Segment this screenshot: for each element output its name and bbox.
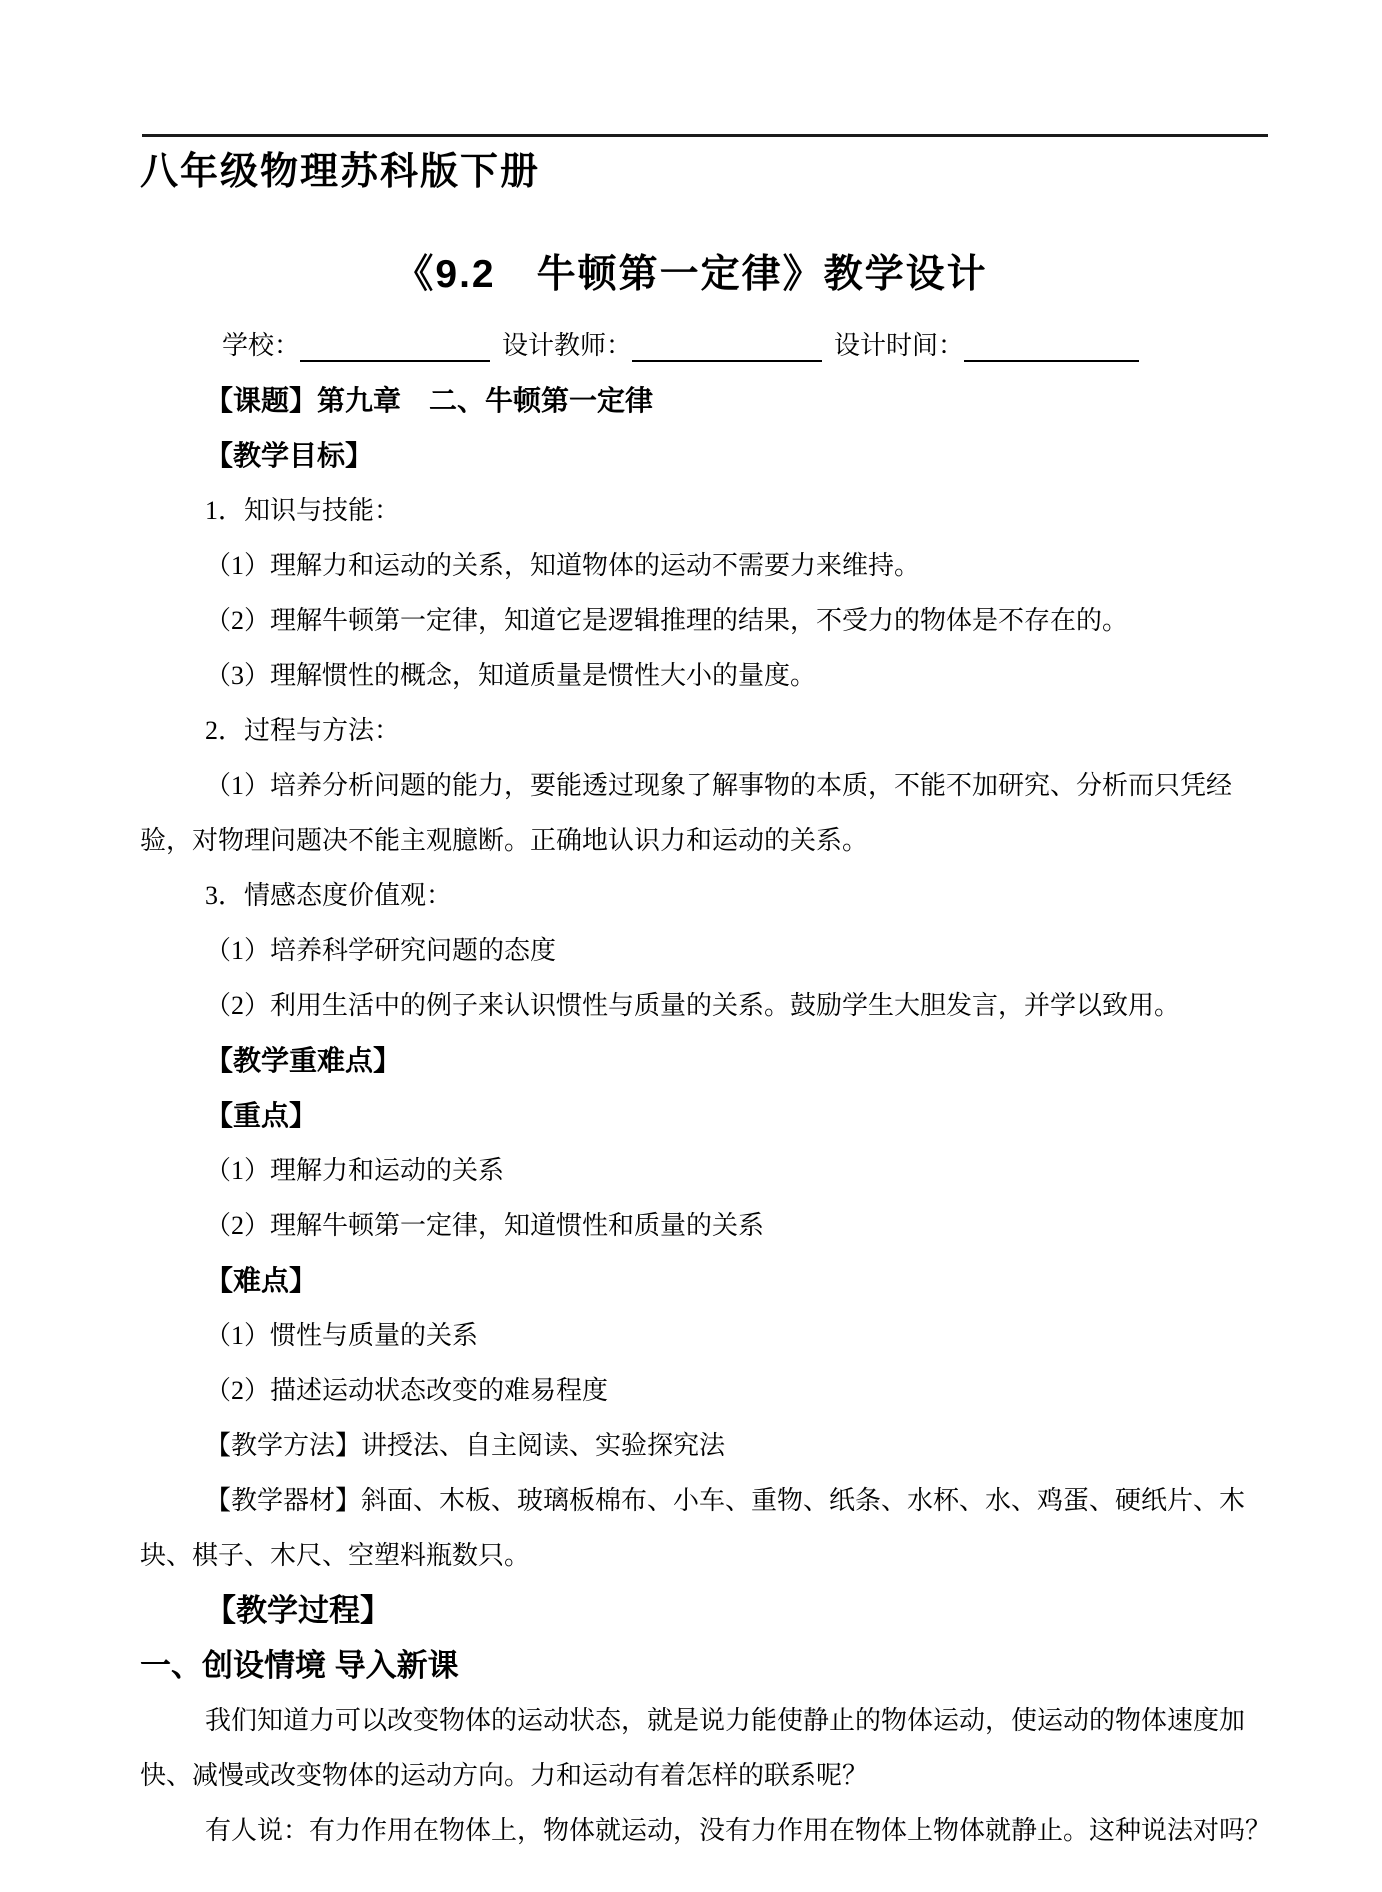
key-difficulty-heading: 【教学重难点】 xyxy=(205,1045,402,1076)
question-paragraph: 有人说：有力作用在物体上，物体就运动，没有力作用在物体上物体就静止。这种说法对吗？ xyxy=(205,1816,1272,1845)
key-item-2: （2）理解牛顿第一定律，知道惯性和质量的关系 xyxy=(205,1211,765,1240)
emotion-values-heading: 3．情感态度价值观： xyxy=(205,881,453,910)
design-time-label: 设计时间： xyxy=(834,331,965,360)
document-body xyxy=(140,318,1272,1858)
process-item-1-line-1: （1）培养分析问题的能力，要能透过现象了解事物的本质，不能不加研究、分析而只凭经 xyxy=(205,771,1233,800)
series-title: 八年级物理苏科版下册 xyxy=(140,151,541,193)
header-rule xyxy=(142,134,1268,137)
intro-paragraph-line-2: 快、减慢或改变物体的运动方向。力和运动有着怎样的联系呢？ xyxy=(140,1761,869,1790)
school-label: 学校： xyxy=(222,331,301,360)
intro-paragraph-line-1: 我们知道力可以改变物体的运动状态，就是说力能使静止的物体运动，使运动的物体速度加 xyxy=(205,1706,1246,1735)
section-one-heading: 一、创设情境 导入新课 xyxy=(140,1648,459,1683)
topic-line: 【课题】第九章 二、牛顿第一定律 xyxy=(205,385,654,416)
key-points-heading: 【重点】 xyxy=(205,1100,318,1131)
difficulty-item-1: （1）惯性与质量的关系 xyxy=(205,1321,479,1350)
designer-label: 设计教师： xyxy=(502,331,633,360)
design-time-blank-field xyxy=(964,360,1139,362)
emotion-item-1: （1）培养科学研究问题的态度 xyxy=(205,936,557,965)
teaching-methods-line: 【教学方法】讲授法、自主阅读、实验探究法 xyxy=(205,1431,726,1460)
knowledge-item-1: （1）理解力和运动的关系，知道物体的运动不需要力来维持。 xyxy=(205,551,921,580)
designer-blank-field xyxy=(632,360,822,362)
objectives-heading: 【教学目标】 xyxy=(205,440,374,471)
teaching-materials-line-1: 【教学器材】斜面、木板、玻璃板棉布、小车、重物、纸条、水杯、水、鸡蛋、硬纸片、木 xyxy=(205,1486,1246,1515)
emotion-item-2: （2）利用生活中的例子来认识惯性与质量的关系。鼓励学生大胆发言，并学以致用。 xyxy=(205,991,1181,1020)
doc-title: 《9.2 牛顿第一定律》教学设计 xyxy=(394,253,988,296)
meta-row xyxy=(140,318,1265,373)
teaching-materials-line-2: 块、棋子、木尺、空塑料瓶数只。 xyxy=(140,1541,531,1570)
knowledge-item-3: （3）理解惯性的概念，知道质量是惯性大小的量度。 xyxy=(205,661,817,690)
key-item-1: （1）理解力和运动的关系 xyxy=(205,1156,505,1185)
knowledge-item-2: （2）理解牛顿第一定律，知道它是逻辑推理的结果，不受力的物体是不存在的。 xyxy=(205,606,1129,635)
knowledge-skills-heading: 1．知识与技能： xyxy=(205,496,401,525)
teaching-process-heading: 【教学过程】 xyxy=(205,1593,391,1628)
process-item-1-line-2: 验，对物理问题决不能主观臆断。正确地认识力和运动的关系。 xyxy=(140,826,869,855)
difficulty-points-heading: 【难点】 xyxy=(205,1265,318,1296)
process-method-heading: 2．过程与方法： xyxy=(205,716,401,745)
school-blank-field xyxy=(300,360,490,362)
difficulty-item-2: （2）描述运动状态改变的难易程度 xyxy=(205,1376,609,1405)
